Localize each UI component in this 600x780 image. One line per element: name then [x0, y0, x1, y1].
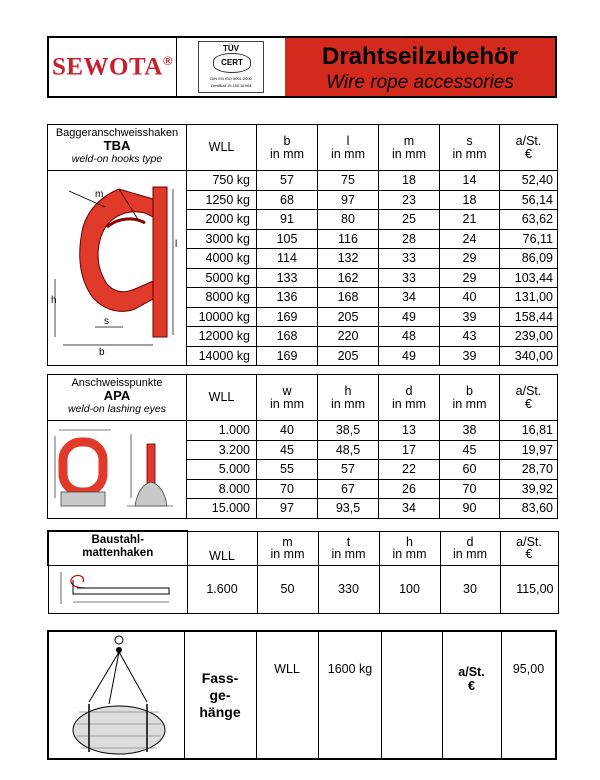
- tba-cell: 49: [379, 307, 440, 327]
- tba-cell: 205: [318, 307, 379, 327]
- apa-cell: 38: [440, 421, 500, 441]
- bmh-cell: 1.600: [187, 565, 257, 613]
- tba-header-l: l in mm: [330, 134, 366, 161]
- tuv-label: TÜV: [223, 44, 239, 53]
- apa-header-cell: [379, 375, 440, 421]
- fass-box: [47, 630, 557, 760]
- apa-cell: 48,5: [318, 440, 379, 460]
- bmh-header-cell: [379, 531, 440, 565]
- tba-header-cell: [257, 125, 318, 171]
- apa-header-d: d in mm: [391, 384, 427, 411]
- tba-cell: 158,44: [500, 307, 558, 327]
- tba-cell: 750 kg: [187, 171, 257, 191]
- apa-header-cell: [500, 375, 558, 421]
- bmh-name-cell: [48, 531, 187, 565]
- tba-label-b: b: [99, 346, 105, 357]
- tba-header-b: b in mm: [269, 134, 305, 161]
- tba-cell: 29: [440, 268, 500, 288]
- tba-cell: 5000 kg: [187, 268, 257, 288]
- page-title-en: Wire rope accessories: [326, 72, 514, 93]
- bmh-header-cell: [440, 531, 500, 565]
- bmh-header-cell: [318, 531, 379, 565]
- apa-header-cell: [440, 375, 500, 421]
- bmh-cell: 330: [318, 565, 379, 613]
- apa-cell: 3.200: [187, 440, 257, 460]
- tba-cell: 63,62: [500, 210, 558, 230]
- tba-cell: 25: [379, 210, 440, 230]
- tba-cell: 136: [257, 288, 318, 308]
- tba-cell: 114: [257, 249, 318, 269]
- tba-cell: 162: [318, 268, 379, 288]
- bmh-header-cell: [500, 531, 558, 565]
- tba-cell: 86,09: [500, 249, 558, 269]
- tba-cell: 1250 kg: [187, 190, 257, 210]
- tba-header-price: a/St. €: [515, 134, 542, 161]
- tba-label-h: h: [51, 294, 57, 306]
- apa-table: [47, 374, 558, 519]
- tba-cell: 49: [379, 346, 440, 366]
- fass-name-cell: [184, 632, 257, 758]
- lashing-eye-drawing: [49, 424, 185, 512]
- apa-cell: 1.000: [187, 421, 257, 441]
- tba-cell: 28: [379, 229, 440, 249]
- tba-cell: 133: [257, 268, 318, 288]
- fass-price-label: a/St. €: [442, 632, 502, 758]
- tba-cell: 18: [440, 190, 500, 210]
- page-header: [47, 36, 557, 98]
- tuv-cert-label: CERT: [213, 53, 251, 73]
- title-banner: [285, 38, 555, 96]
- tba-cell: 116: [318, 229, 379, 249]
- tba-cell: 3000 kg: [187, 229, 257, 249]
- bmh-header-h: h in mm: [392, 534, 427, 561]
- tba-cell: 39: [440, 307, 500, 327]
- tba-name-cell: [48, 125, 187, 171]
- apa-cell: 26: [379, 479, 440, 499]
- apa-cell: 13: [379, 421, 440, 441]
- bmh-cell: 50: [257, 565, 318, 613]
- tba-label-m: m: [95, 188, 104, 200]
- bmh-header-price: a/St. €: [516, 534, 542, 561]
- apa-name-en: weld-on lashing eyes: [67, 403, 167, 415]
- bmh-header-d: d in mm: [452, 534, 488, 561]
- tba-hook-figure: [48, 171, 187, 366]
- apa-cell: 55: [257, 460, 318, 480]
- tba-header-s: s in mm: [452, 134, 487, 161]
- drum-sling-drawing: [49, 632, 184, 758]
- tba-cell: 169: [257, 346, 318, 366]
- tba-cell: 103,44: [500, 268, 558, 288]
- tba-cell: 24: [440, 229, 500, 249]
- brand-name: SEWOTA: [51, 53, 163, 81]
- tba-cell: 14000 kg: [187, 346, 257, 366]
- tba-cell: 23: [379, 190, 440, 210]
- mesh-hook-drawing: [51, 566, 185, 610]
- apa-cell: 40: [257, 421, 318, 441]
- apa-name-de: Anschweisspunkte: [71, 377, 163, 389]
- apa-header-cell: [257, 375, 318, 421]
- apa-cell: 45: [440, 440, 500, 460]
- fass-empty-cell: [382, 632, 443, 758]
- tba-cell: 4000 kg: [187, 249, 257, 269]
- tba-cell: 33: [379, 249, 440, 269]
- apa-header-h: h in mm: [330, 384, 366, 411]
- tba-cell: 34: [379, 288, 440, 308]
- fass-wll-label: WLL: [256, 632, 319, 758]
- tba-cell: 205: [318, 346, 379, 366]
- apa-cell: 60: [440, 460, 500, 480]
- apa-code: APA: [103, 388, 131, 403]
- bmh-table: [47, 530, 559, 614]
- apa-cell: 97: [257, 499, 318, 519]
- apa-cell: 39,92: [500, 479, 558, 499]
- tba-cell: 2000 kg: [187, 210, 257, 230]
- tba-cell: 21: [440, 210, 500, 230]
- tba-cell: 14: [440, 171, 500, 191]
- apa-name-cell: [48, 375, 187, 421]
- tba-cell: 105: [257, 229, 318, 249]
- fass-price: 95,00: [512, 662, 545, 676]
- tba-header-m: m in mm: [391, 134, 427, 161]
- bmh-header-t: t in mm: [331, 534, 366, 561]
- apa-header-b: b in mm: [452, 384, 487, 411]
- tba-header-cell: [379, 125, 440, 171]
- apa-cell: 57: [318, 460, 379, 480]
- bmh-cell: 30: [440, 565, 500, 613]
- tba-label-s: s: [104, 315, 109, 327]
- tba-cell: 132: [318, 249, 379, 269]
- tba-cell: 40: [440, 288, 500, 308]
- tba-header-cell: [500, 125, 558, 171]
- tba-cell: 169: [257, 307, 318, 327]
- apa-cell: 5.000: [187, 460, 257, 480]
- tba-name-de: Baggeranschweisshaken: [55, 127, 179, 139]
- fass-figure: [49, 632, 185, 758]
- tba-cell: 91: [257, 210, 318, 230]
- tba-cell: 10000 kg: [187, 307, 257, 327]
- bmh-cell: 100: [379, 565, 440, 613]
- tba-cell: 75: [318, 171, 379, 191]
- tba-cell: 33: [379, 268, 440, 288]
- apa-cell: 70: [257, 479, 318, 499]
- tba-cell: 68: [257, 190, 318, 210]
- tba-cell: 48: [379, 327, 440, 347]
- tba-header-cell: [318, 125, 379, 171]
- tba-label-l: l: [175, 238, 178, 250]
- apa-cell: 70: [440, 479, 500, 499]
- apa-header-price: a/St. €: [515, 384, 542, 411]
- registered-mark: ®: [162, 52, 174, 68]
- bmh-name-line1: Baustahl-: [91, 534, 144, 546]
- apa-cell: 34: [379, 499, 440, 519]
- tba-cell: 12000 kg: [187, 327, 257, 347]
- apa-cell: 15.000: [187, 499, 257, 519]
- tba-header-cell: [440, 125, 500, 171]
- tba-cell: 76,11: [500, 229, 558, 249]
- fass-name: Fass- ge- hänge: [199, 669, 241, 720]
- bmh-hook-figure: [48, 565, 187, 613]
- tba-header-cell: WLL: [187, 125, 257, 171]
- tuv-certificate: Zertifikat 15 100 31904: [210, 83, 252, 88]
- bmh-name-line2: mattenhaken: [82, 547, 154, 559]
- tba-name-en: weld-on hooks type: [71, 153, 163, 165]
- apa-cell: 19,97: [500, 440, 558, 460]
- apa-cell: 22: [379, 460, 440, 480]
- apa-header-cell: WLL: [187, 375, 257, 421]
- tba-cell: 39: [440, 346, 500, 366]
- tba-cell: 29: [440, 249, 500, 269]
- apa-cell: 90: [440, 499, 500, 519]
- apa-header-w: w in mm: [269, 384, 305, 411]
- tba-table: [47, 124, 558, 366]
- tba-cell: 131,00: [500, 288, 558, 308]
- brand-logo: [49, 38, 177, 96]
- tba-cell: 239,00: [500, 327, 558, 347]
- apa-cell: 28,70: [500, 460, 558, 480]
- tba-cell: 52,40: [500, 171, 558, 191]
- tba-cell: 8000 kg: [187, 288, 257, 308]
- bmh-cell: 115,00: [500, 565, 558, 613]
- tba-cell: 97: [318, 190, 379, 210]
- tba-cell: 168: [257, 327, 318, 347]
- table-row: [48, 421, 558, 441]
- apa-header-cell: [318, 375, 379, 421]
- apa-cell: 45: [257, 440, 318, 460]
- tba-cell: 43: [440, 327, 500, 347]
- table-row: [48, 171, 558, 191]
- tuv-standard: DIN EN ISO 9001:2000: [210, 76, 252, 81]
- tba-cell: 56,14: [500, 190, 558, 210]
- apa-cell: 38,5: [318, 421, 379, 441]
- tba-code: TBA: [103, 138, 131, 153]
- page-title-de: Drahtseilzubehör: [321, 43, 519, 70]
- apa-eye-figure: [48, 421, 187, 519]
- apa-cell: 17: [379, 440, 440, 460]
- bmh-header-cell: [257, 531, 318, 565]
- apa-cell: 16,81: [500, 421, 558, 441]
- tba-cell: 57: [257, 171, 318, 191]
- tba-cell: 168: [318, 288, 379, 308]
- tba-cell: 340,00: [500, 346, 558, 366]
- weld-on-hook-drawing: [49, 177, 185, 357]
- tuv-cert-seal: [177, 38, 285, 96]
- fass-wll-value: 1600 kg: [319, 632, 382, 758]
- apa-cell: 93,5: [318, 499, 379, 519]
- tba-cell: 80: [318, 210, 379, 230]
- bmh-header-cell: WLL: [187, 531, 257, 565]
- tba-cell: 220: [318, 327, 379, 347]
- apa-cell: 67: [318, 479, 379, 499]
- tba-cell: 18: [379, 171, 440, 191]
- apa-cell: 83,60: [500, 499, 558, 519]
- apa-cell: 8.000: [187, 479, 257, 499]
- bmh-header-m: m in mm: [270, 534, 305, 561]
